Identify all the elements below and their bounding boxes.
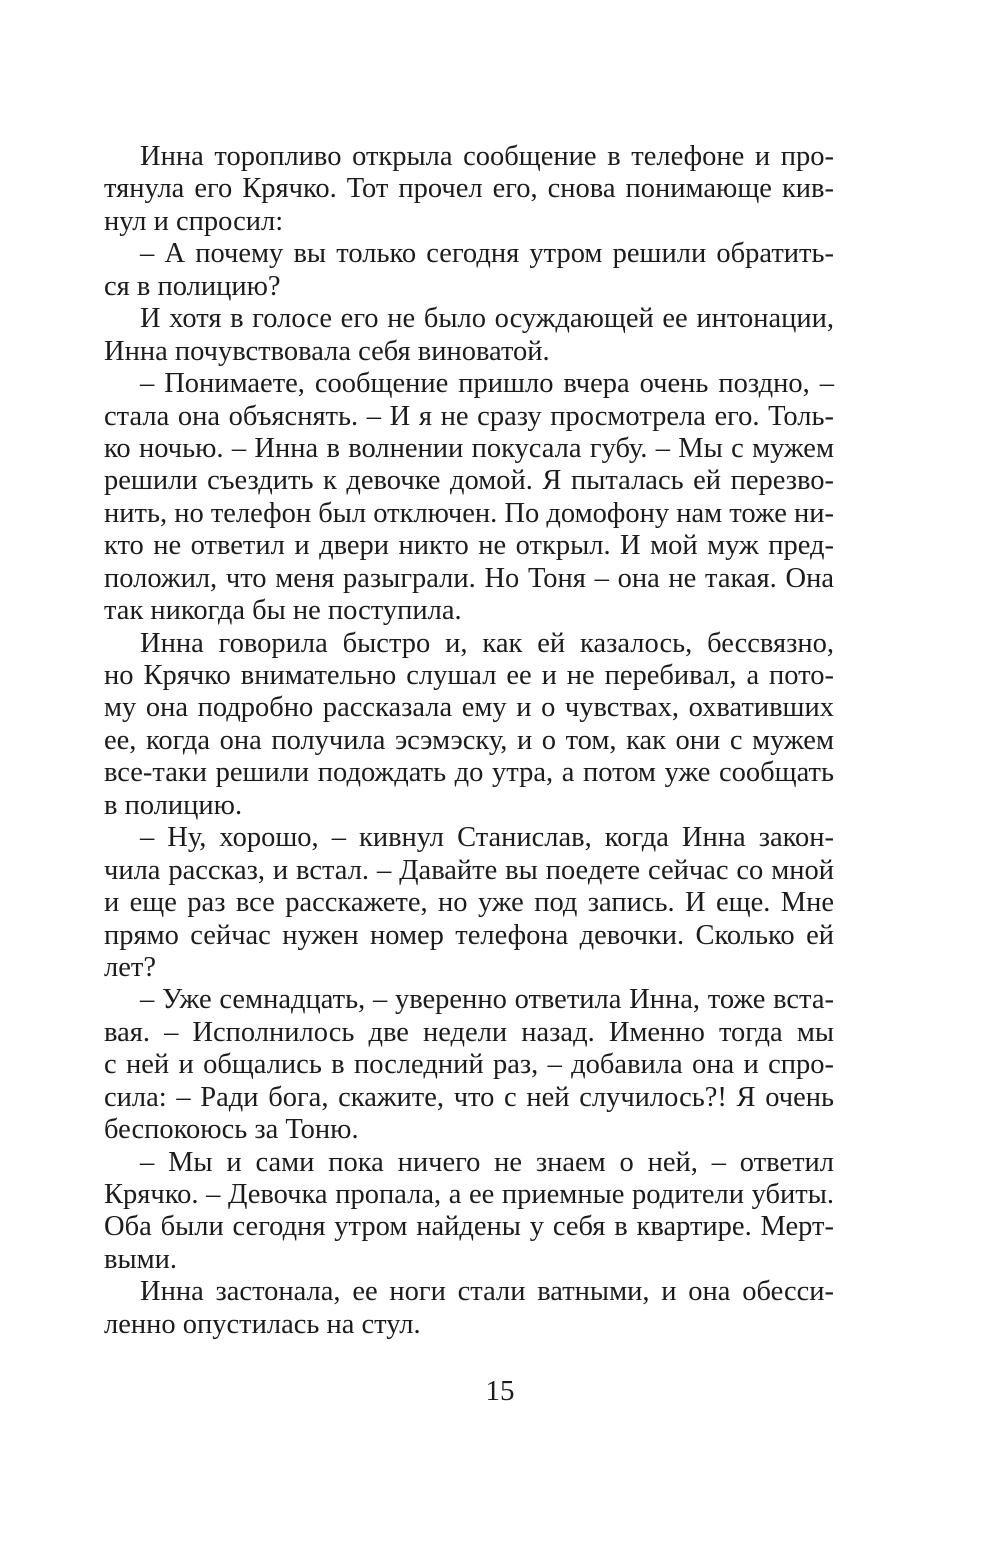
text-line: нить, но телефон был отключен. По домофону нам тоже ни-: [104, 497, 834, 529]
text-line: так никогда бы не поступила.: [104, 595, 462, 627]
text-line: му она подробно рассказала ему и о чувствах, охвативших: [104, 692, 834, 724]
text-line: положил, что меня разыграли. Но Тоня – она не такая. Она: [104, 562, 834, 594]
text-line: – Ну, хорошо, – кивнул Станислав, когда Инна закон-: [140, 822, 834, 854]
text-line: но Крячко внимательно слушал ее и не перебивал, а пото-: [104, 660, 834, 691]
text-line: вая. – Исполнилось две недели назад. Именно тогда мы: [104, 1016, 834, 1048]
text-line: – А почему вы только сегодня утром решили обратить-: [140, 238, 834, 270]
text-line: Инна застонала, ее ноги стали ватными, и она обесси-: [140, 1276, 834, 1308]
text-line: – Понимаете, сообщение пришло вчера очень поздно, –: [140, 368, 834, 400]
text-line: выми.: [104, 1243, 178, 1275]
text-line: И хотя в голосе его не было осуждающей ее интонации,: [140, 303, 834, 335]
text-line: лет?: [104, 951, 156, 983]
text-line: беспокоюсь за Тоню.: [104, 1114, 359, 1146]
text-line: ко ночью. – Инна в волнении покусала губу. – Мы с мужем: [104, 432, 834, 464]
body-text: [104, 141, 834, 1341]
text-line: Оба были сегодня утром найдены у себя в квартире. Мерт-: [104, 1211, 834, 1243]
text-line: с ней и общались в последний раз, – добавила она и спро-: [104, 1049, 834, 1081]
text-line: все-таки решили подождать до утра, а потом уже сообщать: [104, 757, 834, 789]
text-line: решили съездить к девочке домой. Я пыталась ей перезво-: [104, 465, 834, 497]
text-line: прямо сейчас нужен номер телефона девочки. Сколько ей: [104, 919, 834, 951]
text-line: стала она объяснять. – И я не сразу просмотрела его. Толь-: [104, 400, 834, 432]
text-line: ся в полицию?: [104, 270, 281, 302]
page-number: 15: [485, 1375, 515, 1407]
text-line: чила рассказ, и встал. – Давайте вы поедете сейчас со мной: [104, 854, 834, 886]
text-line: нул и спросил:: [104, 205, 284, 237]
text-line: – Мы и сами пока ничего не знаем о ней, – ответил: [140, 1146, 834, 1178]
text-line: кто не ответил и двери никто не открыл. И мой муж пред-: [104, 530, 834, 562]
text-line: сила: – Ради бога, скажите, что с ней случилось?! Я очень: [104, 1081, 834, 1113]
text-line: ленно опустилась на стул.: [104, 1308, 421, 1340]
text-line: ее, когда она получила эсэмэску, и о том, как они с мужем: [104, 724, 834, 756]
text-line: Инна торопливо открыла сообщение в телефоне и про-: [140, 141, 834, 172]
text-line: Инна говорила быстро и, как ей казалось, бессвязно,: [140, 627, 834, 659]
text-line: тянула его Крячко. Тот прочел его, снова понимающе кив-: [104, 173, 834, 205]
text-line: в полицию.: [104, 789, 243, 821]
text-line: Инна почувствовала себя виноватой.: [104, 335, 550, 367]
text-line: Крячко. – Девочка пропала, а ее приемные родители убиты.: [104, 1179, 834, 1210]
text-line: – Уже семнадцать, – уверенно ответила Инна, тоже вста-: [140, 984, 834, 1016]
text-line: и еще раз все расскажете, но уже под запись. И еще. Мне: [104, 887, 834, 919]
